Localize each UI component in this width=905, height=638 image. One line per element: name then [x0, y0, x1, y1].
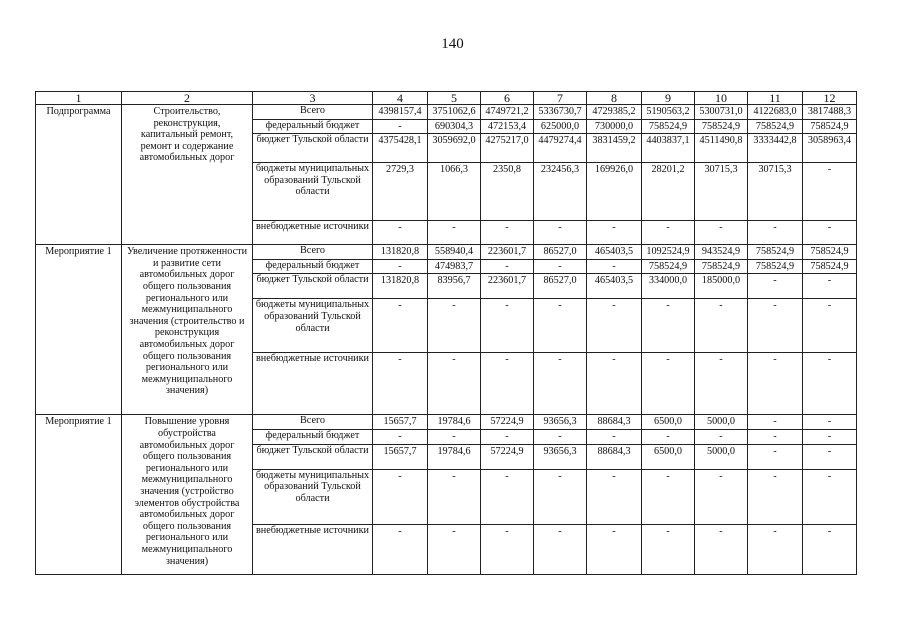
value-cell: 558940,4	[428, 245, 481, 260]
funding-source-cell: бюджеты муниципальных образований Тульской области	[253, 469, 373, 524]
value-cell: -	[534, 221, 587, 245]
value-cell: 3817488,3	[803, 105, 857, 120]
value-cell: 83956,7	[428, 274, 481, 299]
funding-source-cell: бюджеты муниципальных образований Тульской области	[253, 163, 373, 221]
value-cell: -	[587, 429, 642, 444]
value-cell: 30715,3	[695, 163, 748, 221]
value-cell: 465403,5	[587, 245, 642, 260]
value-cell: -	[748, 524, 803, 574]
value-cell: -	[803, 353, 857, 415]
value-cell: -	[587, 299, 642, 353]
value-cell: 3751062,6	[428, 105, 481, 120]
value-cell: -	[373, 429, 428, 444]
value-cell: 6500,0	[642, 415, 695, 430]
value-cell: 223601,7	[481, 245, 534, 260]
value-cell: 758524,9	[642, 119, 695, 134]
value-cell: -	[373, 469, 428, 524]
value-cell: 57224,9	[481, 444, 534, 469]
value-cell: -	[748, 274, 803, 299]
value-cell: 15657,7	[373, 415, 428, 430]
value-cell: -	[534, 524, 587, 574]
value-cell: 5300731,0	[695, 105, 748, 120]
value-cell: -	[803, 299, 857, 353]
value-cell: 690304,3	[428, 119, 481, 134]
value-cell: 5190563,2	[642, 105, 695, 120]
value-cell: 223601,7	[481, 274, 534, 299]
column-number-header: 12	[803, 92, 857, 105]
column-number-header: 4	[373, 92, 428, 105]
value-cell: 19784,6	[428, 444, 481, 469]
value-cell: -	[587, 469, 642, 524]
value-cell: -	[534, 259, 587, 274]
value-cell: 4729385,2	[587, 105, 642, 120]
value-cell: 93656,3	[534, 415, 587, 430]
value-cell: -	[803, 524, 857, 574]
value-cell: -	[695, 429, 748, 444]
value-cell: -	[373, 353, 428, 415]
value-cell: -	[534, 429, 587, 444]
value-cell: 86527,0	[534, 274, 587, 299]
value-cell: -	[534, 299, 587, 353]
value-cell: 28201,2	[642, 163, 695, 221]
value-cell: 758524,9	[642, 259, 695, 274]
value-cell: 3333442,8	[748, 134, 803, 163]
value-cell: 88684,3	[587, 415, 642, 430]
table-row	[36, 105, 857, 120]
value-cell: 4398157,4	[373, 105, 428, 120]
column-number-header: 2	[122, 92, 253, 105]
value-cell: 57224,9	[481, 415, 534, 430]
value-cell: 88684,3	[587, 444, 642, 469]
column-number-header: 8	[587, 92, 642, 105]
column-number-header: 1	[36, 92, 122, 105]
value-cell: -	[481, 469, 534, 524]
value-cell: -	[481, 259, 534, 274]
value-cell: -	[534, 353, 587, 415]
value-cell: 169926,0	[587, 163, 642, 221]
value-cell: 758524,9	[695, 259, 748, 274]
value-cell: -	[481, 353, 534, 415]
column-number-header: 7	[534, 92, 587, 105]
value-cell: 758524,9	[803, 259, 857, 274]
value-cell: -	[587, 221, 642, 245]
funding-source-cell: Всего	[253, 245, 373, 260]
funding-source-cell: Всего	[253, 415, 373, 430]
column-number-header: 5	[428, 92, 481, 105]
value-cell: -	[428, 429, 481, 444]
value-cell: 758524,9	[803, 245, 857, 260]
value-cell: 758524,9	[803, 119, 857, 134]
value-cell: -	[748, 415, 803, 430]
value-cell: 232456,3	[534, 163, 587, 221]
value-cell: 4122683,0	[748, 105, 803, 120]
value-cell: -	[748, 469, 803, 524]
value-cell: 1092524,9	[642, 245, 695, 260]
value-cell: -	[373, 299, 428, 353]
value-cell: 1066,3	[428, 163, 481, 221]
funding-source-cell: внебюджетные источники	[253, 524, 373, 574]
funding-source-cell: внебюджетные источники	[253, 353, 373, 415]
value-cell: -	[428, 299, 481, 353]
value-cell: 3831459,2	[587, 134, 642, 163]
value-cell: 6500,0	[642, 444, 695, 469]
value-cell: -	[481, 299, 534, 353]
value-cell: -	[642, 221, 695, 245]
value-cell: 93656,3	[534, 444, 587, 469]
value-cell: -	[373, 524, 428, 574]
value-cell: 4403837,1	[642, 134, 695, 163]
budget-table	[35, 91, 857, 575]
value-cell: -	[481, 429, 534, 444]
value-cell: -	[587, 524, 642, 574]
program-name-cell: Увеличение протяженности и развитие сети автомобильных дорог общего пользования регионального или межмуниципального значения (строительство и реконструкция автомобильных дорог общего пользования регионального или межмуниципального значения)	[122, 245, 253, 415]
column-number-header: 3	[253, 92, 373, 105]
value-cell: -	[695, 299, 748, 353]
program-type-cell: Мероприятие 1	[36, 415, 122, 574]
value-cell: 4275217,0	[481, 134, 534, 163]
value-cell: -	[642, 353, 695, 415]
value-cell: -	[748, 444, 803, 469]
value-cell: 4375428,1	[373, 134, 428, 163]
column-number-header: 10	[695, 92, 748, 105]
value-cell: -	[428, 221, 481, 245]
value-cell: -	[748, 221, 803, 245]
value-cell: -	[695, 469, 748, 524]
value-cell: 943524,9	[695, 245, 748, 260]
value-cell: -	[642, 299, 695, 353]
value-cell: 4479274,4	[534, 134, 587, 163]
value-cell: -	[428, 524, 481, 574]
value-cell: -	[481, 524, 534, 574]
value-cell: 5000,0	[695, 444, 748, 469]
value-cell: 131820,8	[373, 245, 428, 260]
program-name-cell: Повышение уровня обустройства автомобильных дорог общего пользования регионального или межмуниципального значения (устройство элементов обустройства автомобильных дорог общего пользования регионального или межмуниципального значения)	[122, 415, 253, 574]
value-cell: 3058963,4	[803, 134, 857, 163]
value-cell: -	[373, 259, 428, 274]
value-cell: -	[695, 221, 748, 245]
funding-source-cell: федеральный бюджет	[253, 119, 373, 134]
value-cell: 3059692,0	[428, 134, 481, 163]
value-cell: 465403,5	[587, 274, 642, 299]
funding-source-cell: бюджет Тульской области	[253, 274, 373, 299]
column-number-header: 11	[748, 92, 803, 105]
value-cell: -	[803, 221, 857, 245]
value-cell: 758524,9	[748, 245, 803, 260]
value-cell: -	[481, 221, 534, 245]
value-cell: 4749721,2	[481, 105, 534, 120]
funding-source-cell: бюджет Тульской области	[253, 444, 373, 469]
program-name-cell: Строительство, реконструкция, капитальный ремонт, ремонт и содержание автомобильных дорог	[122, 105, 253, 245]
value-cell: 5000,0	[695, 415, 748, 430]
table-body	[36, 105, 857, 575]
value-cell: 86527,0	[534, 245, 587, 260]
value-cell: 15657,7	[373, 444, 428, 469]
value-cell: -	[748, 299, 803, 353]
funding-source-cell: бюджеты муниципальных образований Тульской области	[253, 299, 373, 353]
value-cell: -	[587, 353, 642, 415]
funding-source-cell: бюджет Тульской области	[253, 134, 373, 163]
value-cell: -	[534, 469, 587, 524]
value-cell: 2350,8	[481, 163, 534, 221]
value-cell: 19784,6	[428, 415, 481, 430]
funding-source-cell: федеральный бюджет	[253, 259, 373, 274]
value-cell: -	[373, 221, 428, 245]
value-cell: -	[428, 469, 481, 524]
table-row	[36, 415, 857, 430]
program-type-cell: Мероприятие 1	[36, 245, 122, 415]
value-cell: 30715,3	[748, 163, 803, 221]
table-row	[36, 245, 857, 260]
value-cell: 730000,0	[587, 119, 642, 134]
value-cell: -	[642, 524, 695, 574]
value-cell: 185000,0	[695, 274, 748, 299]
funding-source-cell: Всего	[253, 105, 373, 120]
value-cell: -	[803, 163, 857, 221]
value-cell: 625000,0	[534, 119, 587, 134]
page-number: 140	[441, 36, 464, 52]
value-cell: 2729,3	[373, 163, 428, 221]
value-cell: 758524,9	[748, 119, 803, 134]
value-cell: -	[803, 444, 857, 469]
value-cell: -	[587, 259, 642, 274]
value-cell: -	[803, 415, 857, 430]
value-cell: -	[642, 429, 695, 444]
value-cell: -	[748, 429, 803, 444]
value-cell: 4511490,8	[695, 134, 748, 163]
value-cell: -	[803, 469, 857, 524]
value-cell: 5336730,7	[534, 105, 587, 120]
value-cell: -	[748, 353, 803, 415]
column-number-header: 9	[642, 92, 695, 105]
funding-source-cell: федеральный бюджет	[253, 429, 373, 444]
value-cell: 758524,9	[695, 119, 748, 134]
value-cell: -	[803, 429, 857, 444]
column-number-row	[36, 92, 857, 105]
value-cell: 472153,4	[481, 119, 534, 134]
value-cell: 758524,9	[748, 259, 803, 274]
column-number-header: 6	[481, 92, 534, 105]
program-type-cell: Подпрограмма	[36, 105, 122, 245]
value-cell: 131820,8	[373, 274, 428, 299]
value-cell: -	[428, 353, 481, 415]
value-cell: -	[803, 274, 857, 299]
value-cell: -	[642, 469, 695, 524]
value-cell: -	[695, 353, 748, 415]
value-cell: 334000,0	[642, 274, 695, 299]
value-cell: 474983,7	[428, 259, 481, 274]
value-cell: -	[373, 119, 428, 134]
value-cell: -	[695, 524, 748, 574]
funding-source-cell: внебюджетные источники	[253, 221, 373, 245]
